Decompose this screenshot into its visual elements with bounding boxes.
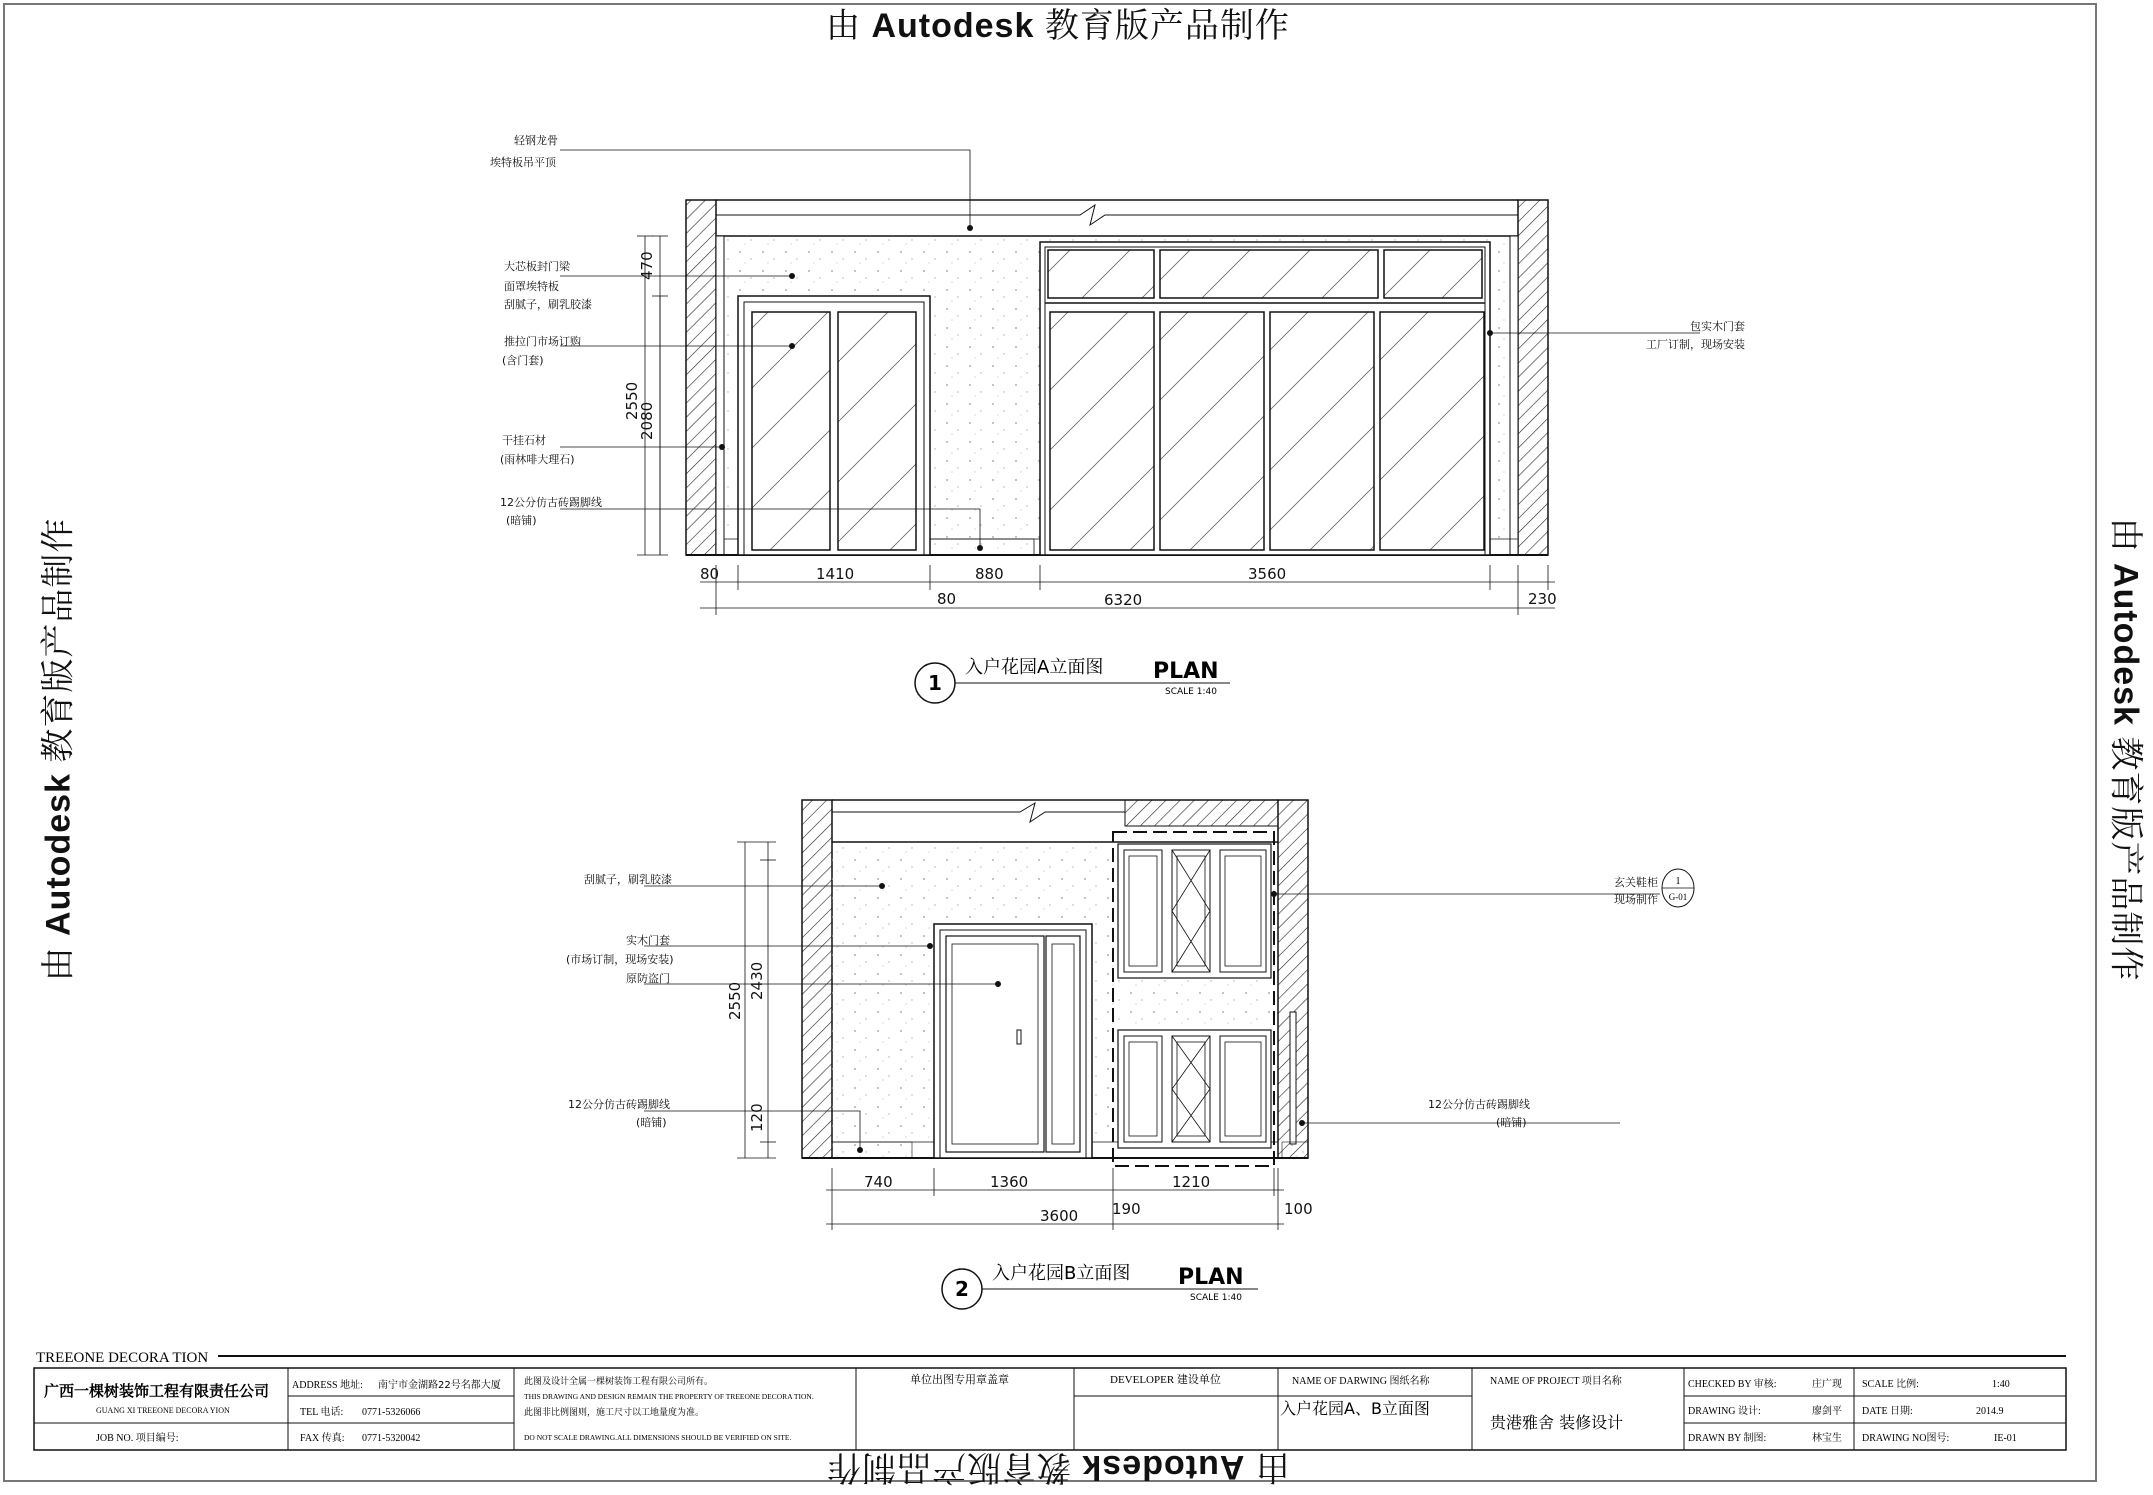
detail-reference-bubble: [1662, 869, 1694, 907]
dim-label: 80: [700, 565, 720, 583]
dim-label: 80: [937, 590, 957, 608]
callout-text: 工厂订制，现场安装: [1646, 338, 1745, 351]
seal-label: 单位出图专用章盖章: [910, 1373, 1009, 1386]
callout-text: (市场订制，现场安装): [566, 953, 674, 966]
callout-text: 现场制作: [1614, 893, 1658, 906]
watermark-text: 教育版产品制作: [39, 517, 78, 774]
callout-text: 推拉门市场订购: [504, 335, 581, 348]
callout-text: (暗铺): [636, 1116, 667, 1129]
watermark-text: 教育版产品制作: [2106, 725, 2145, 982]
callout-text: 面罩埃特板: [504, 280, 559, 293]
job-number: JOB NO. 项目编号:: [96, 1433, 179, 1444]
date-value: 2014.9: [1976, 1406, 2004, 1417]
drawing-number: 2: [955, 1277, 969, 1301]
callout-text: 轻钢龙骨: [514, 134, 558, 147]
callout-text: (雨林啡大理石): [500, 453, 575, 466]
callout-text: (暗铺): [506, 514, 537, 527]
callout-text: 埃特板吊平顶: [490, 156, 556, 169]
note-text: 此图非比例图则，施工尺寸以工地量度为准。: [524, 1408, 705, 1418]
drawing-name: 入户花园A、B立面图: [1280, 1399, 1430, 1418]
drawn-value: 林宝生: [1812, 1433, 1842, 1444]
dim-label: 3560: [1248, 565, 1287, 583]
drawing-no-value: IE-01: [1994, 1433, 2017, 1444]
tel-label: TEL 电话:: [300, 1407, 344, 1418]
callout-text: 12公分仿古砖踢脚线: [568, 1098, 670, 1111]
ref-sheet: G-01: [1668, 892, 1688, 902]
designer-value: 廖剑平: [1812, 1406, 1842, 1417]
note-text: THIS DRAWING AND DESIGN REMAIN THE PROPERTY OF TREEONE DECORA TION.: [524, 1392, 814, 1401]
scale-label: SCALE 1:40: [1190, 1293, 1242, 1303]
watermark-brand: Autodesk: [871, 7, 1035, 45]
callout-text: 12公分仿古砖踢脚线: [1428, 1098, 1530, 1111]
callout-text: 12公分仿古砖踢脚线: [500, 496, 602, 509]
project-name: 贵港雅舍 装修设计: [1490, 1413, 1624, 1432]
callout-text: 实木门套: [626, 934, 670, 947]
checked-label: CHECKED BY 审核:: [1688, 1379, 1777, 1390]
title-block: [34, 1350, 2066, 1450]
tel-value: 0771-5326066: [362, 1407, 421, 1418]
note-text: 此图及设计全属一棵树装饰工程有限公司所有。: [524, 1377, 714, 1387]
watermark-top: [826, 0, 1290, 47]
drawing-title: 入户花园A立面图: [965, 657, 1104, 678]
dim-label: 1410: [816, 565, 855, 583]
company-name-en: GUANG XI TREEONE DECORA YION: [96, 1406, 230, 1415]
watermark-right: [2104, 518, 2153, 982]
dim-label: 1210: [1172, 1173, 1211, 1191]
developer-label: DEVELOPER 建设单位: [1110, 1374, 1221, 1386]
callout-text: (含门套): [502, 354, 544, 367]
dim-label: 2080: [638, 401, 656, 440]
left-wall-hatch: [802, 800, 832, 1158]
fax-value: 0771-5320042: [362, 1433, 421, 1444]
drawing-no-label: DRAWING NO图号:: [1862, 1433, 1950, 1444]
watermark-text: 由: [1244, 1448, 1290, 1486]
elevation-a: [490, 133, 1745, 703]
watermark-text: 由: [39, 935, 78, 982]
watermark-brand: Autodesk: [39, 773, 78, 936]
company-name: 广西一棵树装饰工程有限责任公司: [44, 1382, 270, 1400]
watermark-text: 由: [826, 7, 872, 45]
dim-label: 740: [864, 1173, 893, 1191]
watermark-bottom: [826, 1446, 1290, 1495]
callout-text: 原防盗门: [626, 972, 670, 985]
callout-text: 干挂石材: [502, 434, 546, 447]
callout-text: (暗铺): [1496, 1116, 1527, 1129]
scale-value: 1:40: [1992, 1379, 2010, 1390]
scale-label: SCALE 比例:: [1862, 1379, 1919, 1390]
watermark-text: 教育版产品制作: [1034, 7, 1290, 45]
drawing-number: 1: [928, 671, 942, 695]
right-wall-hatch: [1518, 200, 1548, 555]
watermark-text: 由: [2106, 517, 2145, 564]
address-value: 南宁市金湖路22号名都大厦: [378, 1380, 501, 1391]
dim-label: 2550: [726, 981, 744, 1020]
firm-name-en: TREEONE DECORA TION: [36, 1350, 209, 1366]
watermark-brand: Autodesk: [1081, 1448, 1245, 1486]
callout-text: 刮腻子，刷乳胶漆: [504, 298, 592, 311]
dim-label: 6320: [1104, 591, 1143, 609]
dim-label: 230: [1528, 590, 1557, 608]
plan-label: PLAN: [1178, 1265, 1244, 1290]
watermark-text: 教育版产品制作: [826, 1448, 1082, 1486]
note-text: DO NOT SCALE DRAWING.ALL DIMENSIONS SHOULD BE VERIFIED ON SITE.: [524, 1433, 792, 1442]
watermark-left: [30, 518, 79, 982]
dim-label: 470: [638, 251, 656, 280]
drawing-title: 入户花园B立面图: [992, 1263, 1131, 1284]
dim-label: 880: [975, 565, 1004, 583]
checked-value: 庄广现: [1812, 1379, 1842, 1390]
fax-label: FAX 传真:: [300, 1433, 345, 1444]
dim-label: 1360: [990, 1173, 1029, 1191]
dim-label: 190: [1112, 1200, 1141, 1218]
left-wall-hatch: [686, 200, 716, 555]
sheet-border: [4, 4, 2096, 1481]
project-label: NAME OF PROJECT 项目名称: [1490, 1376, 1622, 1387]
plan-label: PLAN: [1153, 659, 1219, 684]
dim-label: 2430: [748, 961, 766, 1000]
scale-label: SCALE 1:40: [1165, 687, 1217, 697]
watermark-brand: Autodesk: [2106, 563, 2145, 726]
date-label: DATE 日期:: [1862, 1406, 1913, 1417]
dim-label: 3600: [1040, 1207, 1079, 1225]
dim-label: 100: [1284, 1200, 1313, 1218]
elevation-b: [566, 800, 1694, 1309]
entry-door-frame: [934, 924, 1092, 1158]
ref-number: 1: [1675, 876, 1681, 887]
callout-text: 大芯板封门梁: [504, 260, 570, 273]
callout-text: 玄关鞋柜: [1614, 876, 1658, 889]
dim-label: 120: [748, 1103, 766, 1132]
callout-text: 刮腻子，刷乳胶漆: [584, 873, 672, 886]
drawing-name-label: NAME OF DARWING 图纸名称: [1292, 1376, 1430, 1387]
sliding-door-leaf: [838, 312, 916, 550]
drawn-label: DRAWN BY 制图:: [1688, 1433, 1767, 1444]
dim-label: 2550: [623, 381, 641, 420]
callout-text: 包实木门套: [1690, 320, 1745, 333]
address-label: ADDRESS 地址:: [292, 1380, 363, 1391]
designer-label: DRAWING 设计:: [1688, 1406, 1761, 1417]
